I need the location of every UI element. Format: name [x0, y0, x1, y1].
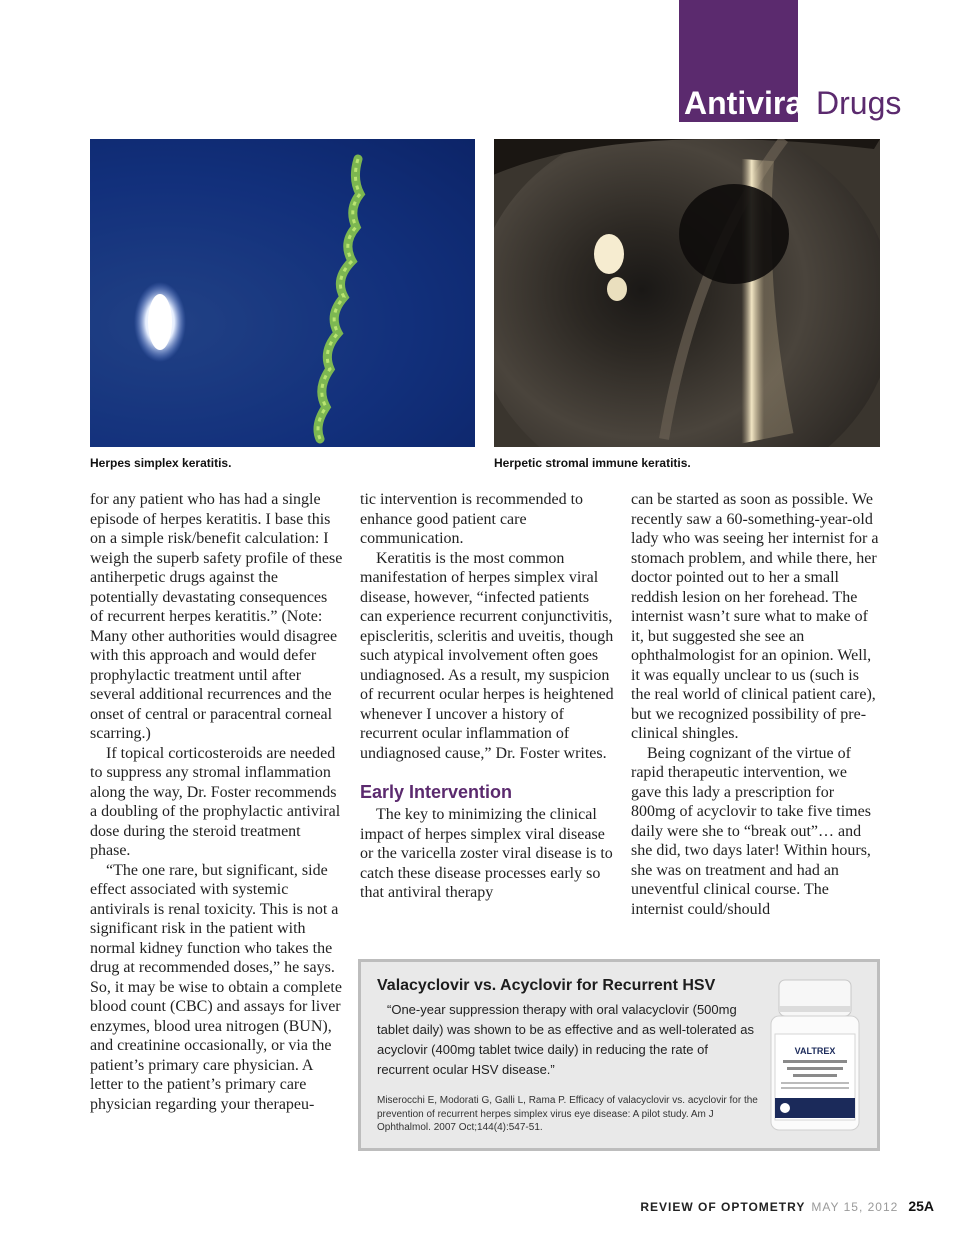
sidebar-box [358, 959, 880, 1151]
paragraph: The key to minimizing the clinical impact of herpes simplex viral disease or the varicella zoster viral disease is to catch these disease processes early so that antiviral therapy [360, 806, 613, 901]
sidebar-reference: Miserocchi E, Modorati G, Galli L, Rama P. Efficacy of valacyclovir vs. acyclovir for the prevention of recurrent herpes simplex virus eye disease: A pilot study. Am J Ophthalmol. 2007 Oct;144(4):547-51. [377, 1095, 758, 1133]
issue-date: MAY 15, 2012 [811, 1200, 899, 1214]
publication-name: REVIEW OF OPTOMETRY [640, 1200, 806, 1214]
bottle-label: VALTREX [794, 1046, 836, 1056]
sidebar-title: Valacyclovir vs. Acyclovir for Recurrent HSV [377, 977, 716, 994]
paragraph: can be started as soon as possible. We recently saw a 60-something-year-old lady who was seeing her internist for a stomach problem, and while there, her doctor pointed out to her a small reddish lesion on her forehead. The internist wasn’t sure what to make of it, but suggested she see an ophthalmologist for an opinion. Well, it was equally unclear to us (such is the real world of clinical patient care), but we recognized possibility of pre-clinical shingles. [631, 491, 879, 742]
section-title [684, 82, 901, 124]
section-title-word2: Drugs [816, 85, 902, 121]
article-column-3 [631, 490, 881, 919]
section-title-word1: Antiviral [684, 85, 813, 121]
figure-caption-2: Herpetic stromal immune keratitis. [494, 456, 691, 470]
paragraph: for any patient who has had a single episode of herpes keratitis. I base this on a simple risk/benefit calculation: I weigh the superb safety profile of these antiherpetic drugs against the potentially devastating consequences of recurrent herpes keratitis.” (Note: Many other authorities would disagree with this approach and would defer prophylactic treatment until after several additional recurrences and the onset of central or paracentral corneal scarring.) [90, 491, 343, 742]
page-footer [640, 1198, 934, 1214]
article-column-2 [360, 490, 614, 903]
paragraph: Being cognizant of the virtue of rapid therapeutic intervention, we gave this lady a prescription for 800mg of acyclovir to take five times daily were she to “break out”… and she did, two days later! Within hours, she was on treatment and had an uneventful clinical course. The internist could/should [631, 744, 871, 918]
paragraph: Keratitis is the most common manifestation of herpes simplex viral disease, however, “infected patients can experience recurrent conjunctivitis, episcleritis, scleritis and uveitis, though such atypical involvement often goes undiagnosed. As a result, my suspicion of recurrent ocular herpes is heightened whenever I uncover a history of recurrent ocular inflammation of undiagnosed cause,” Dr. Foster writes. [360, 549, 614, 762]
paragraph: “The one rare, but significant, side effect associated with systemic antivirals is renal toxicity. This is not a significant risk in the patient with normal kidney function who takes the drug at recommended doses,” he says. So, it may be wise to obtain a complete blood count (CBC) and assays for liver enzymes, blood urea nitrogen (BUN), and creatinine occasionally, or via the patient’s primary care physician. A letter to the patient’s primary care physician regarding your therapeu- [90, 861, 342, 1113]
paragraph: tic intervention is recommended to enhance good patient care communication. [360, 491, 584, 547]
article-column-1 [90, 490, 344, 1114]
paragraph: If topical corticosteroids are needed to suppress any stromal inflammation along the way, Dr. Foster recommends a doubling of the prophylactic antiviral dose during the steroid treatment phase. [90, 744, 341, 859]
medicine-bottle-image [765, 976, 865, 1136]
herpes-simplex-keratitis-photo [90, 139, 475, 447]
page-number: 25A [908, 1198, 934, 1214]
figure-caption-1: Herpes simplex keratitis. [90, 456, 232, 470]
herpetic-stromal-keratitis-photo [494, 139, 880, 447]
subheading: Early Intervention [360, 782, 513, 802]
sidebar-quote: “One-year suppression therapy with oral valacyclovir (500mg tablet daily) was shown to be as effective and as well-tolerated as acyclovir (400mg tablet twice daily) in reducing the rate of recurrent ocular HSV disease.” [377, 1002, 754, 1077]
